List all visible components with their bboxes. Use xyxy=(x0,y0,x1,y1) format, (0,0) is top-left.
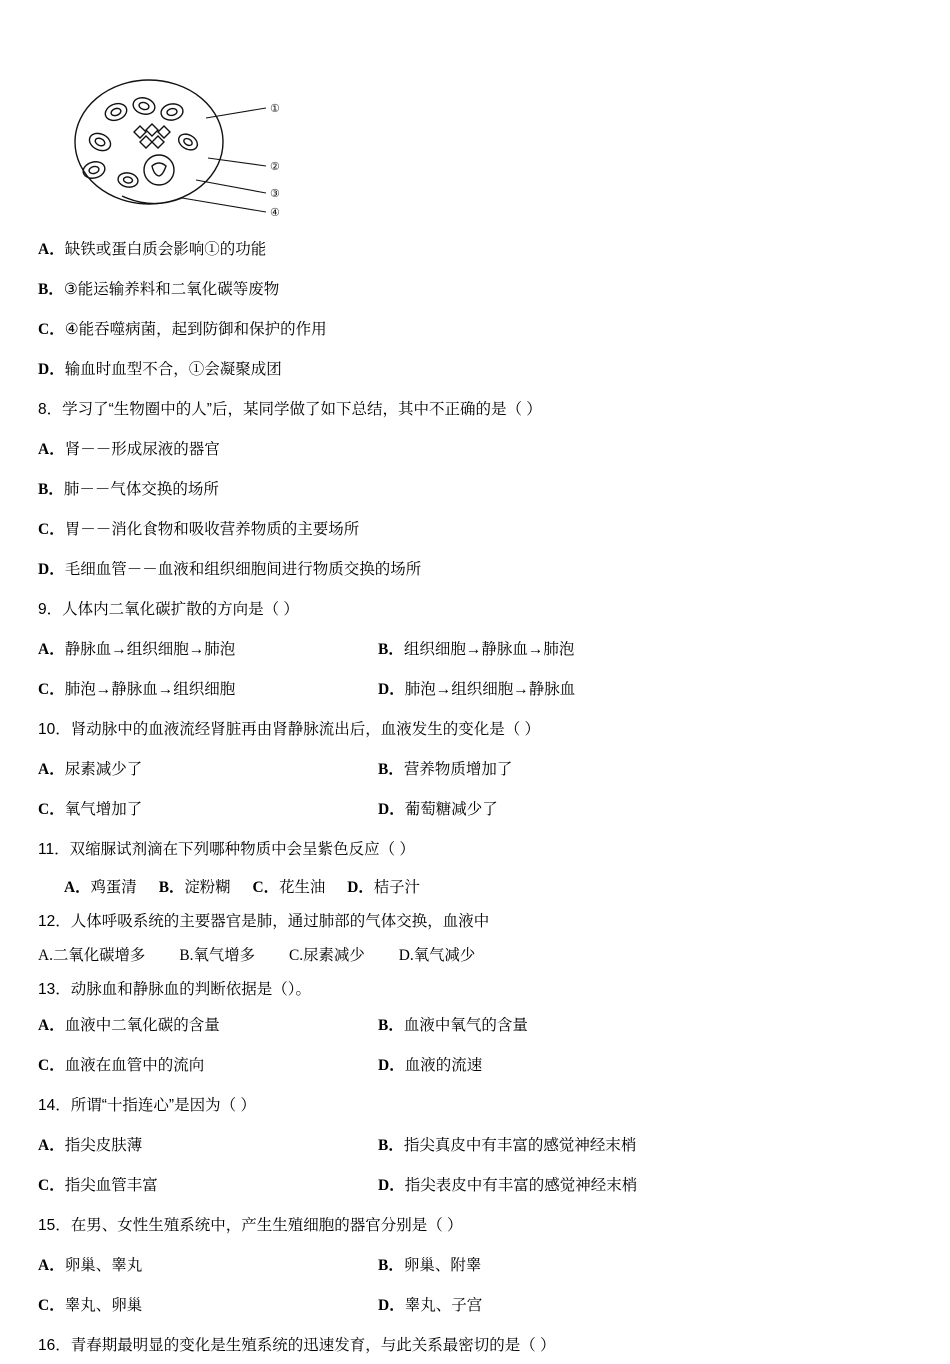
option-text: 尿素减少 xyxy=(303,947,365,964)
option-label: C. xyxy=(289,947,304,964)
option-label: A． xyxy=(38,441,65,458)
option-text: 卵巢、睾丸 xyxy=(64,1257,143,1274)
option-label: A． xyxy=(38,1017,65,1034)
option-text: 血液在血管中的流向 xyxy=(64,1057,205,1074)
blood-cells-diagram xyxy=(56,70,912,228)
option-text: 胃－－消化食物和吸收营养物质的主要场所 xyxy=(64,521,360,538)
option-label: C． xyxy=(38,801,65,818)
option-text: 氧气增多 xyxy=(193,947,256,964)
option-label: D． xyxy=(378,681,405,698)
option-label: B． xyxy=(378,1257,404,1274)
option-label: D． xyxy=(378,1057,405,1074)
option-label: B． xyxy=(378,641,404,658)
option-label: B． xyxy=(38,481,64,498)
option-text: 肾－－形成尿液的器官 xyxy=(64,441,220,458)
option-row xyxy=(38,748,912,788)
option-text: ③能运输养料和二氧化碳等废物 xyxy=(63,281,280,298)
option-text: 桔子汁 xyxy=(373,879,420,896)
option-row xyxy=(38,468,912,508)
option-label: B． xyxy=(378,761,404,778)
option-label: D． xyxy=(378,1297,405,1314)
option-row xyxy=(38,1244,912,1284)
option-row xyxy=(38,1004,912,1044)
option-text: 花生油 xyxy=(279,879,326,896)
option-label: A． xyxy=(64,879,91,896)
option-row xyxy=(38,788,912,828)
figure-label-4: ④ xyxy=(270,207,280,219)
option-row xyxy=(38,628,912,668)
option-row xyxy=(38,1044,912,1084)
option-text: ④能吞噬病菌，起到防御和保护的作用 xyxy=(64,321,327,338)
question-stem-9: 9．人体内二氧化碳扩散的方向是（ ） xyxy=(38,601,299,618)
option-text: 肺泡→组织细胞→静脉血 xyxy=(404,681,576,698)
option-label: C． xyxy=(38,1297,65,1314)
option-label: B． xyxy=(38,281,64,298)
option-text: 睾丸、卵巢 xyxy=(64,1297,143,1314)
option-label: A． xyxy=(38,241,65,258)
option-row xyxy=(38,348,912,388)
question-stem-13: 13．动脉血和静脉血的判断依据是（）。 xyxy=(38,981,311,998)
option-text: 指尖表皮中有丰富的感觉神经末梢 xyxy=(404,1177,638,1194)
option-row xyxy=(38,308,912,348)
option-text: 氧气增加了 xyxy=(64,801,143,818)
option-text: 指尖血管丰富 xyxy=(64,1177,158,1194)
option-row xyxy=(38,508,912,548)
question-stem-14: 14．所谓“十指连心”是因为（ ） xyxy=(38,1097,256,1114)
option-text: 血液中二氧化碳的含量 xyxy=(64,1017,220,1034)
option-label: C． xyxy=(252,879,280,896)
option-text: 尿素减少了 xyxy=(64,761,143,778)
option-label: C． xyxy=(38,1057,65,1074)
blood-cells-illustration xyxy=(56,70,306,220)
option-row xyxy=(38,1284,912,1324)
option-label: C． xyxy=(38,521,65,538)
option-text: 营养物质增加了 xyxy=(403,761,513,778)
figure-label-3: ③ xyxy=(270,188,280,200)
option-label: A． xyxy=(38,761,65,778)
option-row xyxy=(38,428,912,468)
option-text: 静脉血→组织细胞→肺泡 xyxy=(64,641,236,658)
option-row-inline xyxy=(38,868,912,904)
question-stem-15: 15．在男、女性生殖系统中，产生生殖细胞的器官分别是（ ） xyxy=(38,1217,463,1234)
option-text: 葡萄糖减少了 xyxy=(404,801,498,818)
option-text: 毛细血管－－血液和组织细胞间进行物质交换的场所 xyxy=(64,561,422,578)
option-label: A． xyxy=(38,1137,65,1154)
option-row xyxy=(38,268,912,308)
question-stem-10: 10．肾动脉中的血液流经肾脏再由肾静脉流出后，血液发生的变化是（ ） xyxy=(38,721,541,738)
option-label: C． xyxy=(38,681,65,698)
option-text: 二氧化碳增多 xyxy=(52,947,146,964)
option-label: B． xyxy=(378,1017,404,1034)
option-text: 鸡蛋清 xyxy=(90,879,137,896)
question-stem-11: 11．双缩脲试剂滴在下列哪种物质中会呈紫色反应（ ） xyxy=(38,841,415,858)
option-label: D． xyxy=(347,879,374,896)
question-stem-12: 12．人体呼吸系统的主要器官是肺，通过肺部的气体交换，血液中 xyxy=(38,913,490,930)
figure-label-2: ② xyxy=(270,161,280,173)
option-label: C． xyxy=(38,1177,65,1194)
option-label: B. xyxy=(179,947,194,964)
option-text: 氧气减少 xyxy=(413,947,476,964)
option-label: A． xyxy=(38,1257,65,1274)
option-text: 组织细胞→静脉血→肺泡 xyxy=(403,641,575,658)
option-text: 指尖皮肤薄 xyxy=(64,1137,143,1154)
page-content xyxy=(38,70,912,1364)
option-text: 肺泡→静脉血→组织细胞 xyxy=(64,681,236,698)
option-text: 卵巢、附睾 xyxy=(403,1257,482,1274)
option-text: 指尖真皮中有丰富的感觉神经末梢 xyxy=(403,1137,637,1154)
option-row xyxy=(38,228,912,268)
option-label: D． xyxy=(38,361,65,378)
option-row xyxy=(38,1124,912,1164)
option-row xyxy=(38,548,912,588)
option-label: B． xyxy=(158,879,185,896)
option-label: D． xyxy=(378,801,405,818)
option-label: D． xyxy=(38,561,65,578)
option-text: 血液中氧气的含量 xyxy=(403,1017,528,1034)
option-row-inline xyxy=(38,936,912,972)
question-stem-8: 8．学习了“生物圈中的人”后，某同学做了如下总结，其中不正确的是（ ） xyxy=(38,401,542,418)
option-label: C． xyxy=(38,321,65,338)
option-label: A． xyxy=(38,641,65,658)
figure-label-1: ① xyxy=(270,103,280,115)
option-label: B． xyxy=(378,1137,404,1154)
option-text: 肺－－气体交换的场所 xyxy=(63,481,219,498)
option-row xyxy=(38,668,912,708)
option-text: 淀粉糊 xyxy=(184,879,231,896)
option-text: 睾丸、子宫 xyxy=(404,1297,483,1314)
question-stem-16: 16．青春期最明显的变化是生殖系统的迅速发育，与此关系最密切的是（ ） xyxy=(38,1337,556,1354)
option-text: 血液的流速 xyxy=(404,1057,483,1074)
option-label: D． xyxy=(378,1177,405,1194)
option-text: 输血时血型不合，①会凝聚成团 xyxy=(64,361,282,378)
option-text: 缺铁或蛋白质会影响①的功能 xyxy=(64,241,267,258)
option-row xyxy=(38,1164,912,1204)
option-label: A. xyxy=(38,947,53,964)
option-label: D. xyxy=(398,947,414,964)
